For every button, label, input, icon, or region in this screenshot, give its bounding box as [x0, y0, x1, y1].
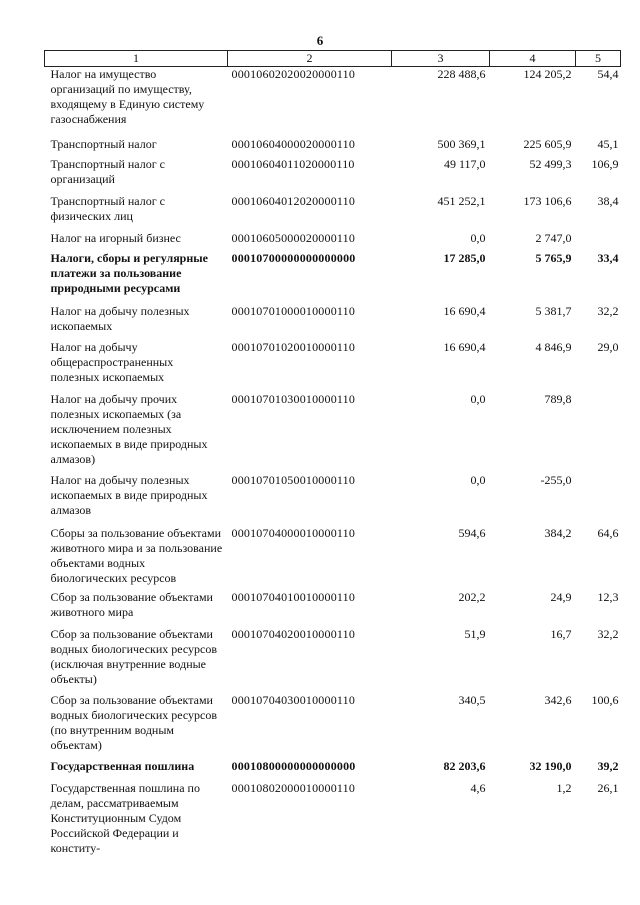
- table-row: [45, 340, 621, 392]
- row-code: 00010704020010000110: [231, 626, 356, 641]
- table-row: [45, 781, 621, 856]
- row-value-plan: 202,2: [458, 589, 486, 604]
- row-percent: 64,6: [597, 525, 619, 540]
- table-row: [45, 231, 621, 251]
- row-name: Транспортный налог с организаций: [50, 156, 165, 186]
- row-percent: 45,1: [597, 136, 619, 151]
- row-value-fact: 2 747,0: [535, 230, 572, 245]
- header-col-1: 1: [45, 51, 228, 67]
- row-code: 00010701030010000110: [231, 391, 356, 406]
- header-col-5: 5: [576, 51, 621, 67]
- row-name: Транспортный налог с физических лиц: [50, 193, 165, 223]
- row-code: 00010604000020000110: [231, 136, 356, 151]
- row-value-fact: 789,8: [544, 391, 572, 406]
- row-percent: 26,1: [597, 780, 619, 795]
- row-value-plan: 82 203,6: [443, 758, 486, 773]
- row-value-fact: 24,9: [550, 589, 572, 604]
- table-body: [45, 67, 621, 856]
- row-code: 00010604012020000110: [231, 193, 356, 208]
- header-col-2: 2: [228, 51, 392, 67]
- table-row: [45, 590, 621, 627]
- table-row: [45, 693, 621, 759]
- row-percent: 100,6: [591, 692, 619, 707]
- table-row: [45, 473, 621, 526]
- row-percent: [576, 231, 621, 251]
- header-col-4: 4: [490, 51, 576, 67]
- row-percent: 33,4: [597, 250, 619, 265]
- row-code: 00010700000000000000: [231, 250, 356, 265]
- table-row: [45, 194, 621, 231]
- row-percent: [576, 473, 621, 526]
- row-value-plan: 340,5: [458, 692, 486, 707]
- row-code: 00010701020010000110: [231, 339, 356, 354]
- row-value-fact: 32 190,0: [529, 758, 572, 773]
- row-name: Налог на добычу полезных ископаемых в виде природных алмазов: [50, 472, 208, 517]
- row-value-fact: 384,2: [544, 525, 572, 540]
- row-value-plan: 49 117,0: [443, 156, 486, 171]
- table-row: [45, 251, 621, 304]
- row-name: Налог на добычу прочих полезных ископаемых (за исключением полезных ископаемых в виде природных алмазов): [50, 391, 208, 466]
- row-name: Сборы за пользование объектами животного мира и за пользование объектами водных биологических ресурсов: [50, 525, 223, 585]
- table-row: [45, 304, 621, 340]
- row-value-plan: 451 252,1: [437, 193, 486, 208]
- row-percent: 38,4: [597, 193, 619, 208]
- row-value-fact: 225 605,9: [523, 136, 572, 151]
- row-code: 00010605000020000110: [231, 230, 356, 245]
- table-row: [45, 759, 621, 781]
- row-value-plan: 500 369,1: [437, 136, 486, 151]
- row-value-fact: 4 846,9: [535, 339, 572, 354]
- row-code: 00010800000000000000: [231, 758, 356, 773]
- header-col-3: 3: [392, 51, 490, 67]
- row-value-fact: 342,6: [544, 692, 572, 707]
- row-percent: 29,0: [597, 339, 619, 354]
- row-percent: 32,2: [597, 303, 619, 318]
- budget-table: [44, 50, 621, 856]
- table-row: [45, 137, 621, 157]
- row-value-plan: 16 690,4: [443, 339, 486, 354]
- row-value-fact: 5 381,7: [535, 303, 572, 318]
- row-percent: 12,3: [597, 589, 619, 604]
- row-code: 00010604011020000110: [231, 156, 355, 171]
- header-row: [45, 51, 621, 67]
- row-name: Налог на имущество организаций по имуществу, входящему в Единую систему газоснабжения: [50, 67, 205, 126]
- row-value-fact: 124 205,2: [523, 67, 572, 81]
- row-name: Налог на добычу полезных ископаемых: [50, 303, 190, 333]
- row-name: Налог на добычу общераспространенных полезных ископаемых: [50, 339, 174, 384]
- row-value-plan: 594,6: [458, 525, 486, 540]
- table-row: [45, 526, 621, 590]
- row-name: Сбор за пользование объектами водных биологических ресурсов (по внутренним водным объектам): [50, 692, 218, 752]
- row-value-fact: -255,0: [540, 472, 572, 487]
- row-name: Государственная пошлина по делам, рассматриваемым Конституционным Судом Российской Федерации и конститу-: [50, 780, 200, 855]
- row-value-plan: 228 488,6: [437, 67, 486, 81]
- row-value-fact: 16,7: [550, 626, 572, 641]
- row-value-plan: 16 690,4: [443, 303, 486, 318]
- row-percent: 32,2: [597, 626, 619, 641]
- row-name: Налоги, сборы и регулярные платежи за пользование природными ресурсами: [50, 250, 208, 295]
- row-code: 00010802000010000110: [231, 780, 356, 795]
- row-value-fact: 1,2: [556, 780, 572, 795]
- row-value-plan: 0,0: [470, 230, 486, 245]
- row-name: Транспортный налог: [50, 136, 157, 151]
- page-number: 6: [316, 33, 324, 48]
- row-value-plan: 51,9: [464, 626, 486, 641]
- row-percent: 54,4: [597, 67, 619, 81]
- row-code: 00010602020020000110: [231, 67, 356, 81]
- table-row: [45, 157, 621, 194]
- row-code: 00010701050010000110: [231, 472, 356, 487]
- row-percent: 106,9: [591, 156, 619, 171]
- table-row: [45, 67, 621, 137]
- row-value-plan: 4,6: [470, 780, 486, 795]
- row-value-plan: 0,0: [470, 472, 486, 487]
- row-name: Налог на игорный бизнес: [50, 230, 181, 245]
- row-percent: 39,2: [597, 758, 619, 773]
- row-code: 00010704010010000110: [231, 589, 356, 604]
- row-name: Сбор за пользование объектами животного мира: [50, 589, 213, 619]
- row-value-fact: 52 499,3: [529, 156, 572, 171]
- row-value-plan: 17 285,0: [443, 250, 486, 265]
- row-name: Сбор за пользование объектами водных биологических ресурсов (исключая внутренние водные объекты): [50, 626, 218, 686]
- row-name: Государственная пошлина: [50, 758, 195, 773]
- row-code: 00010704000010000110: [231, 525, 356, 540]
- row-value-fact: 5 765,9: [535, 250, 572, 265]
- row-percent: [576, 392, 621, 473]
- row-value-fact: 173 106,6: [523, 193, 572, 208]
- row-code: 00010701000010000110: [231, 303, 356, 318]
- table-row: [45, 392, 621, 473]
- row-code: 00010704030010000110: [231, 692, 356, 707]
- table-row: [45, 627, 621, 693]
- row-value-plan: 0,0: [470, 391, 486, 406]
